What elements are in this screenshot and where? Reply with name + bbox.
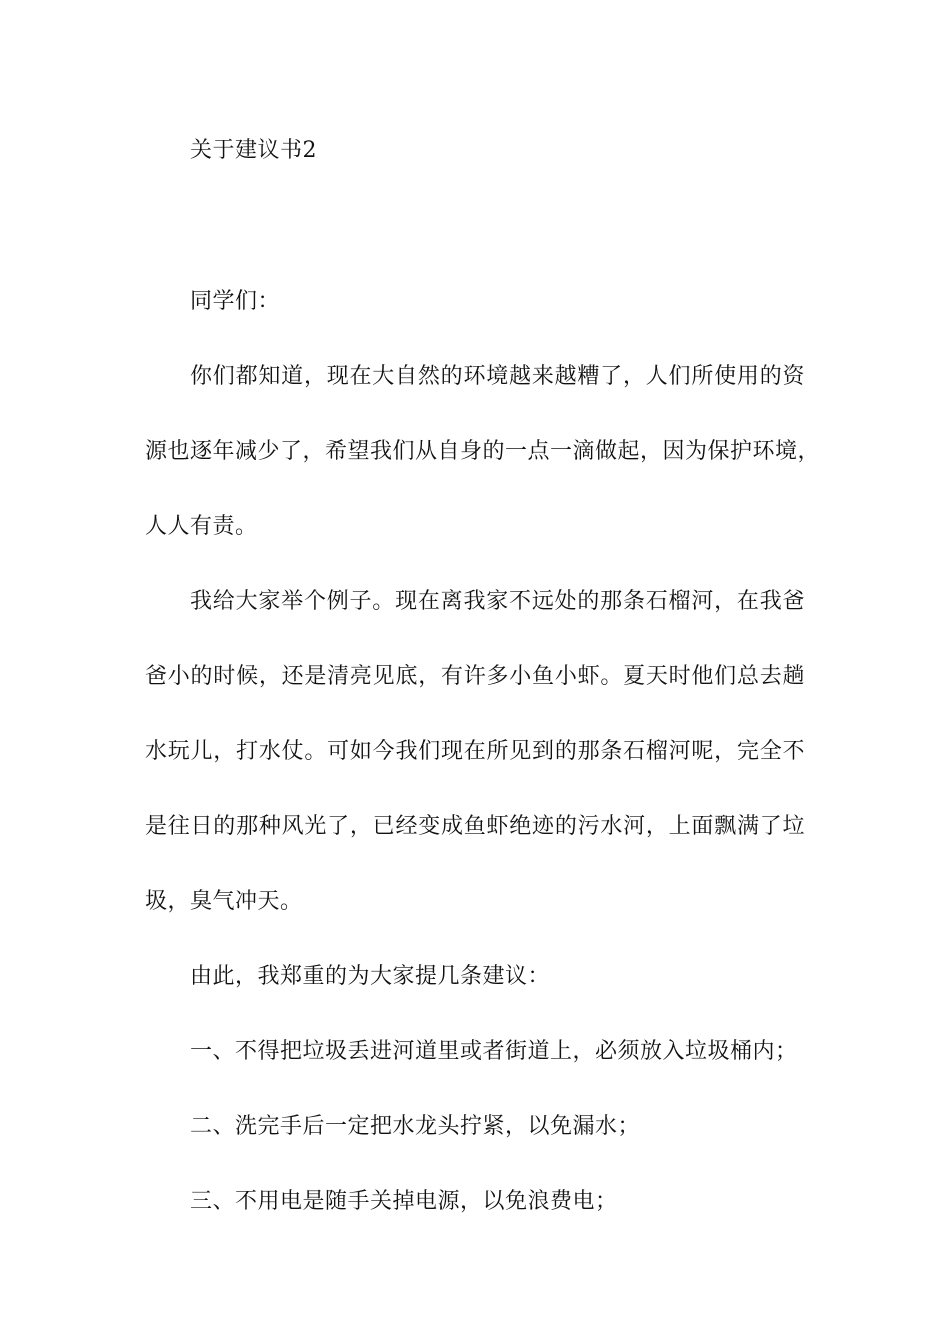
paragraph-1-line-1: 你们都知道，现在大自然的环境越来越糟了，人们所使用的资	[190, 364, 805, 389]
suggestion-item-3: 三、不用电是随手关掉电源，以免浪费电；	[190, 1189, 618, 1214]
suggestion-item-1: 一、不得把垃圾丢进河道里或者街道上，必须放入垃圾桶内；	[190, 1039, 798, 1064]
paragraph-2-line-5: 圾，臭气冲天。	[145, 889, 303, 914]
paragraph-2-line-2: 爸小的时候，还是清亮见底，有许多小鱼小虾。夏天时他们总去趟	[145, 664, 805, 689]
paragraph-2-line-3: 水玩儿，打水仗。可如今我们现在所见到的那条石榴河呢，完全不	[145, 739, 805, 764]
document-title: 关于建议书2	[190, 138, 317, 163]
greeting: 同学们：	[190, 289, 281, 314]
paragraph-1-line-3: 人人有责。	[145, 514, 258, 539]
paragraph-2-line-4: 是往日的那种风光了，已经变成鱼虾绝迹的污水河，上面飘满了垃	[145, 814, 805, 839]
suggestions-intro: 由此，我郑重的为大家提几条建议：	[190, 964, 551, 989]
paragraph-2-line-1: 我给大家举个例子。现在离我家不远处的那条石榴河，在我爸	[190, 589, 805, 614]
suggestion-item-2: 二、洗完手后一定把水龙头拧紧，以免漏水；	[190, 1114, 641, 1139]
paragraph-1-line-2: 源也逐年减少了，希望我们从自身的一点一滴做起，因为保护环境，	[145, 439, 821, 464]
